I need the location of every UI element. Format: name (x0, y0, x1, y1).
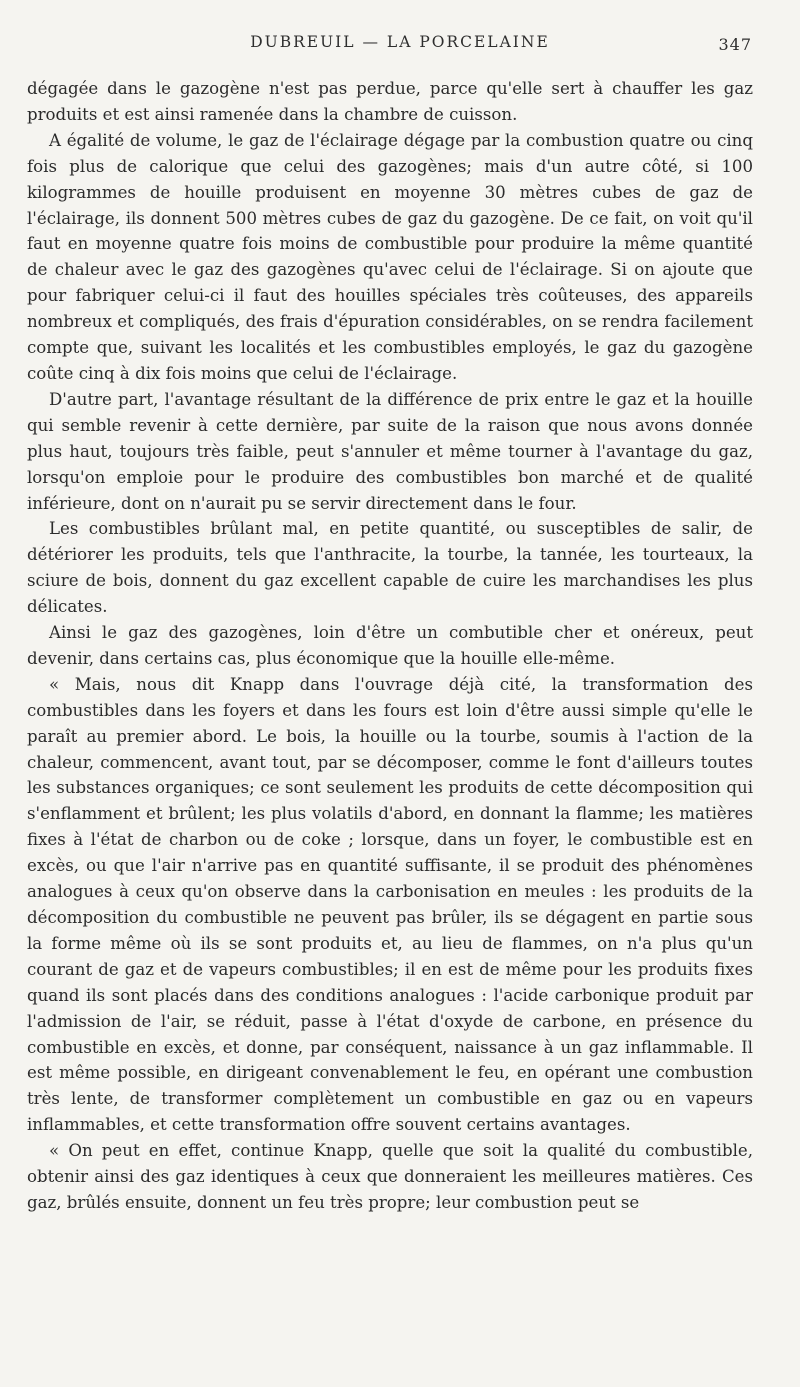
body-text (27, 76, 753, 1216)
paragraph-conclusion: Ainsi le gaz des gazogènes, loin d'être un combutible cher et onéreux, peut devenir, dans certains cas, plus économique que la houille elle-même. (27, 623, 753, 668)
running-title: DUBREUIL — LA PORCELAINE (250, 33, 550, 51)
paragraph-price-difference: D'autre part, l'avantage résultant de la différence de prix entre le gaz et la houille qui semble revenir à cette dernière, par suite de la raison que nous avons donnée plus haut, toujours très faible, peut s'annuler et même tourner à l'avantage du gaz, lorsqu'on emploie pour le produire des combustibles bon marché et de qualité inférieure, dont on n'aurait pu se servir directement dans le four. (27, 389, 753, 513)
paragraph-knapp-continued: « On peut en effet, continue Knapp, quelle que soit la qualité du combustible, obtenir ainsi des gaz identiques à ceux que donneraient les meilleures matières. Ces gaz, brûlés ensuite, donnent un feu très propre; leur combustion peut se (27, 1141, 753, 1212)
running-head (0, 33, 800, 57)
paragraph-poor-fuels: Les combustibles brûlant mal, en petite quantité, ou susceptibles de salir, de détériorer les produits, tels que l'anthracite, la tourbe, la tannée, les tourteaux, la sciure de bois, donnent du gaz excellent capable de cuire les marchandises les plus délicates. (27, 519, 753, 617)
page-number: 347 (718, 35, 752, 54)
paragraph-continuation: dégagée dans le gazogène n'est pas perdue, parce qu'elle sert à chauffer les gaz produits et est ainsi ramenée dans la chambre de cuisson. (27, 79, 753, 124)
paragraph-knapp-quote: « Mais, nous dit Knapp dans l'ouvrage déjà cité, la transformation des combustibles dans les foyers et dans les fours est loin d'être aussi simple qu'elle le paraît au premier abord. Le bois, la houille ou la tourbe, soumis à l'action de la chaleur, commencent, avant tout, par se décomposer, comme le font d'ailleurs toutes les substances organiques; ce sont seulement les produits de cette décomposition qui s'enflamment et brûlent; les plus volatils d'abord, en donnant la flamme; les matières fixes à l'état de charbon ou de coke ; lorsque, dans un foyer, le combustible est en excès, ou que l'air n'arrive pas en quantité suffisante, il se produit des phénomènes analogues à ceux qu'on observe dans la carbonisation en meules : les produits de la décomposition du combustible ne peuvent pas brûler, ils se dégagent en partie sous la forme même où ils se sont produits et, au lieu de flammes, on n'a plus qu'un courant de gaz et de vapeurs combustibles; il en est de même pour les produits fixes quand ils sont placés dans des conditions analogues : l'acide carbonique produit par l'admission de l'air, se réduit, passe à l'état d'oxyde de carbone, en présence du combustible en excès, et donne, par conséquent, naissance à un gaz inflammable. Il est même possible, en dirigeant convenablement le feu, en opérant une combustion très lente, de transformer complètement un combustible en gaz ou en vapeurs inflammables, et cette transformation offre souvent certains avantages. (27, 674, 753, 1135)
paragraph-gas-comparison: A égalité de volume, le gaz de l'éclairage dégage par la combustion quatre ou cinq fois plus de calorique que celui des gazogènes; mais d'un autre côté, si 100 kilogrammes de houille produisent en moyenne 30 mètres cubes de gaz de l'éclairage, ils donnent 500 mètres cubes de gaz du gazogène. De ce fait, on voit qu'il faut en moyenne quatre fois moins de combustible pour produire la même quantité de chaleur avec le gaz des gazogènes qu'avec celui de l'éclairage. Si on ajoute que pour fabriquer celui-ci il faut des houilles spéciales très coûteuses, des appareils nombreux et compliqués, des frais d'épuration considérables, on se rendra facilement compte que, suivant les localités et les combustibles employés, le gaz du gazogène coûte cinq à dix fois moins que celui de l'éclairage. (27, 130, 753, 383)
